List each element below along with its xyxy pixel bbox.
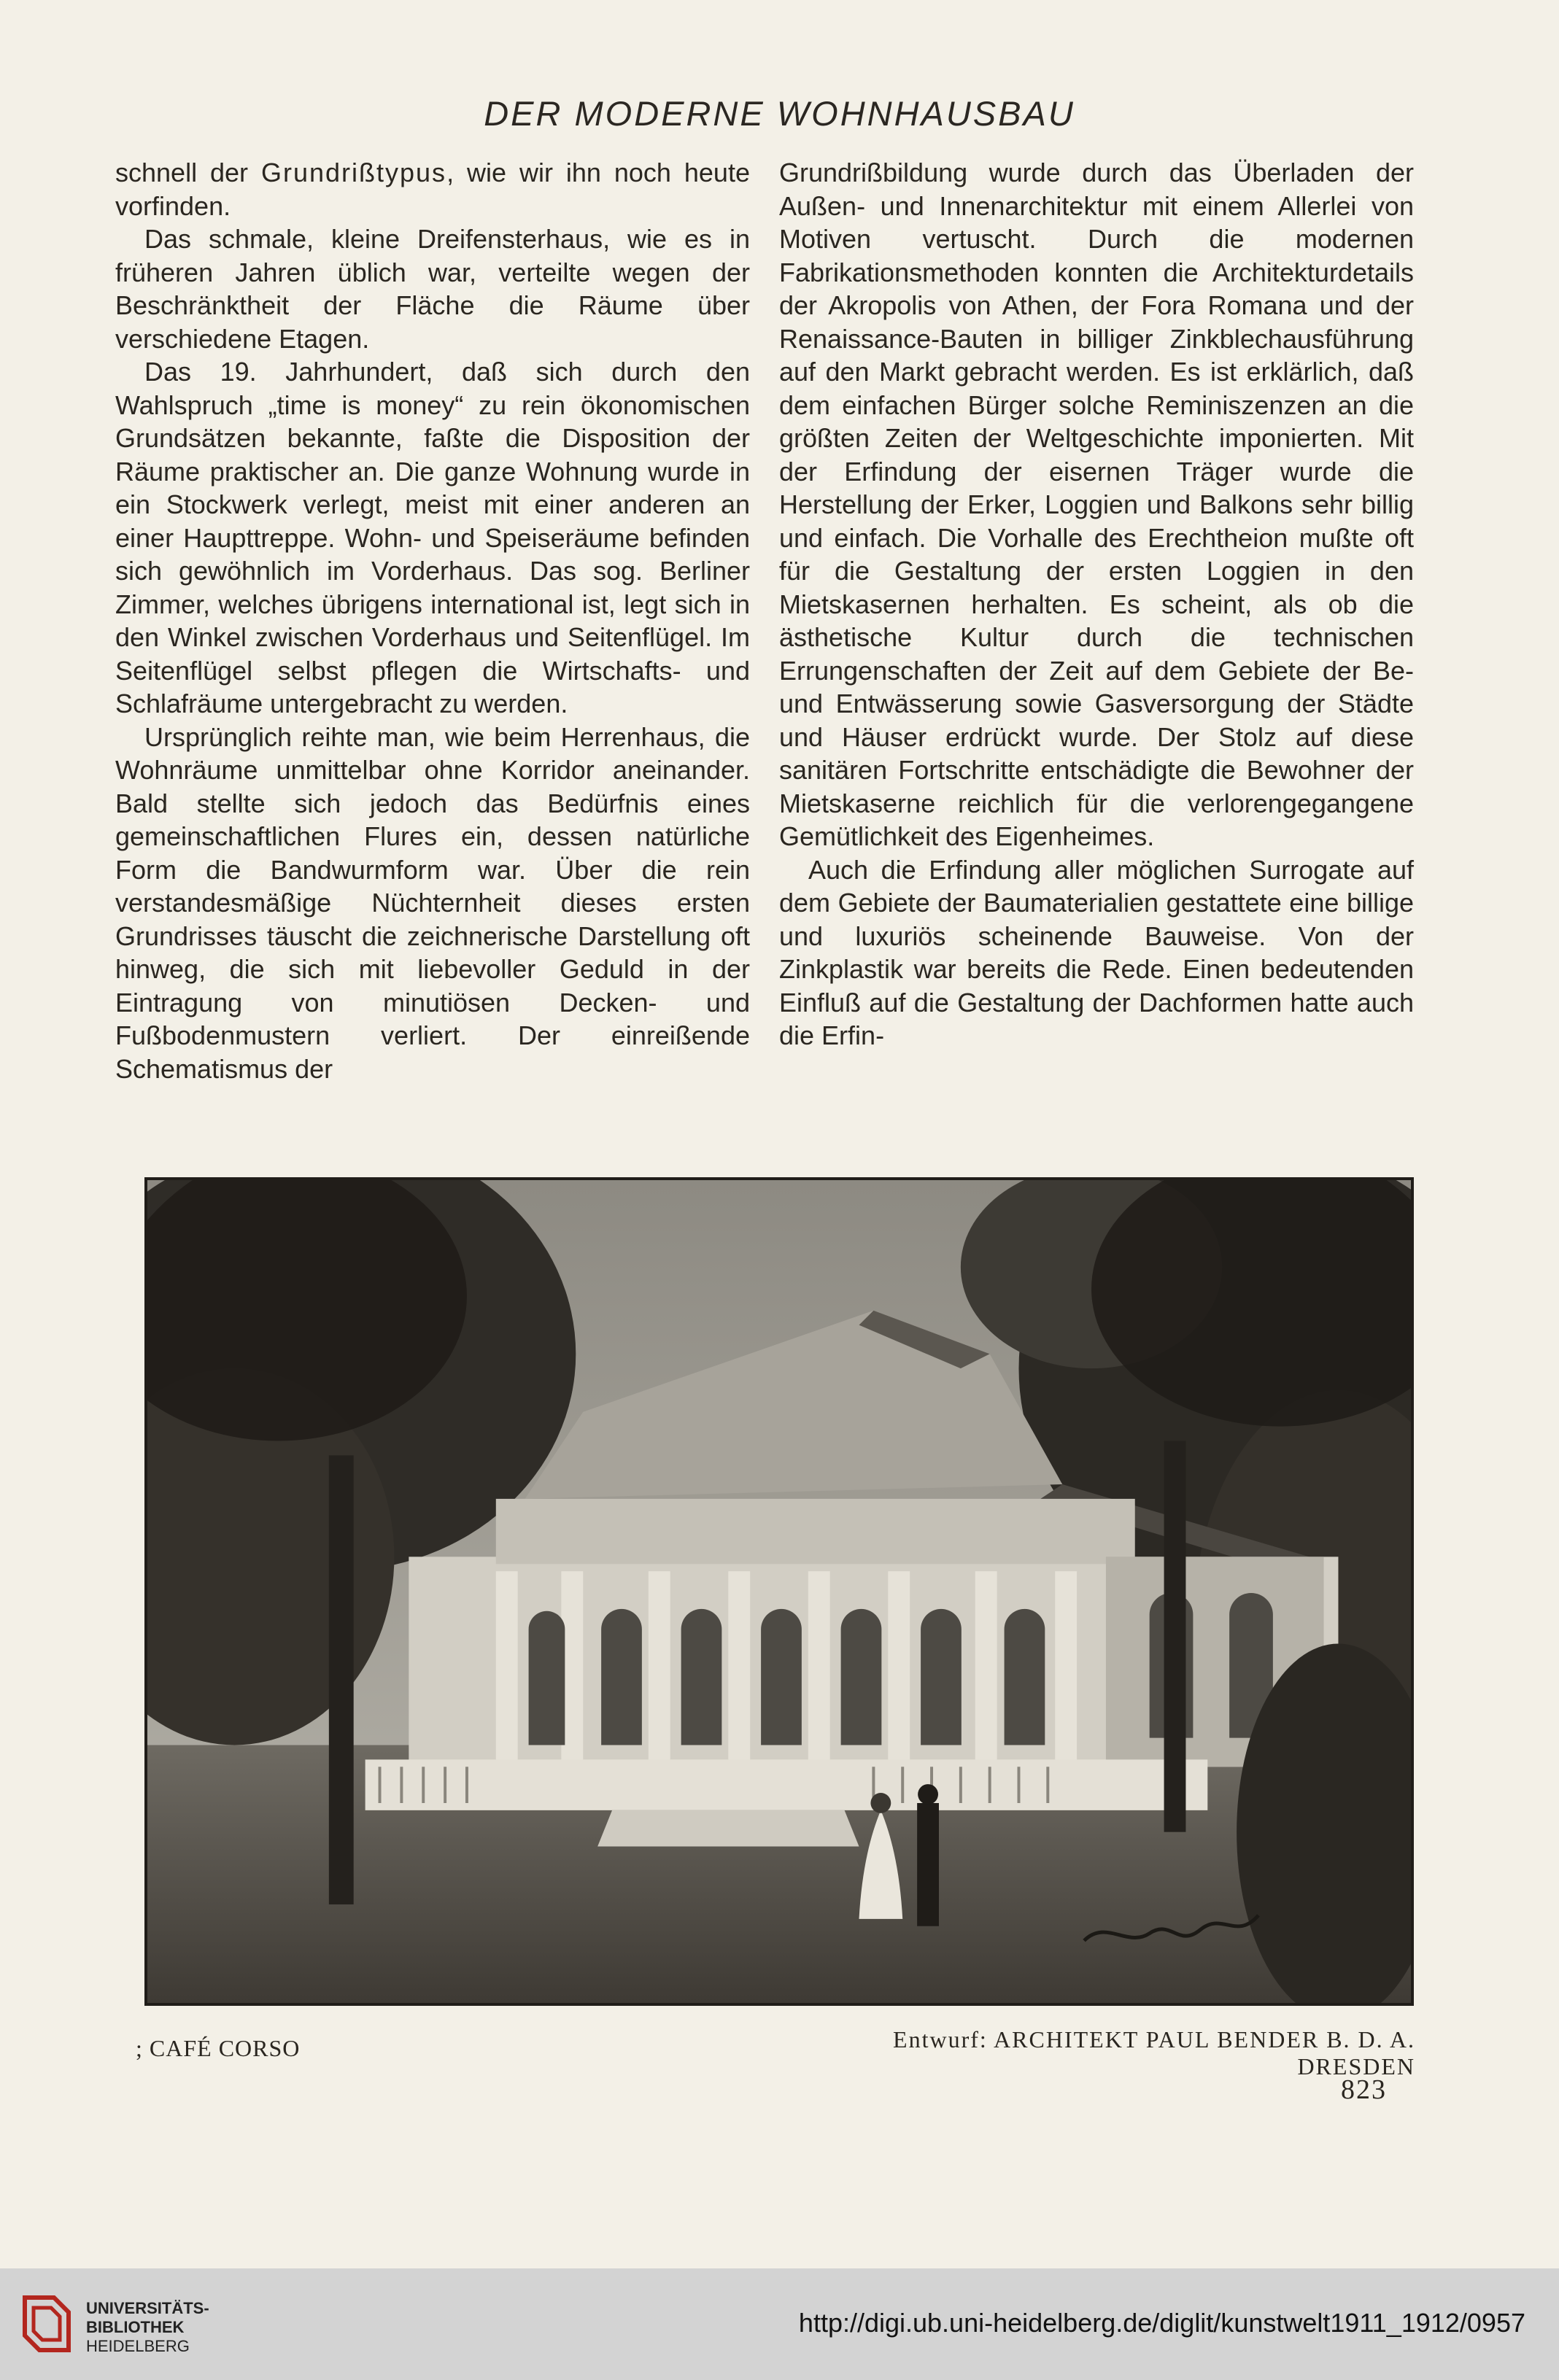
library-name-line: HEIDELBERG: [86, 2337, 190, 2355]
paragraph: [115, 156, 750, 222]
paragraph-text: schnell der: [115, 158, 261, 187]
library-name: [86, 2299, 209, 2356]
painting-image: [147, 1180, 1411, 2003]
paragraph-text: , wie wir ihn noch heute vorfinden.: [115, 158, 750, 221]
paragraph: Ursprünglich reihte man, wie beim Herrenhaus, die Wohnräume unmittelbar ohne Korridor aneinander. Bald stellte sich jedoch das Bedürfnis eines gemeinschaftlichen Flures ein, dessen natürliche Form die Bandwurmform war. Über die rein verstandesmäßige Nüchternheit dieses ersten Grundrisses täuscht die zeichnerische Darstellung oft hinweg, die sich mit liebevoller Geduld in der Eintragung von minutiösen Decken- und Fußbodenmustern verliert. Der einreißende Schematismus der: [115, 721, 750, 1084]
university-library-logo-icon: [19, 2293, 74, 2354]
page-number: 823: [1341, 2074, 1387, 2105]
running-title: DER MODERNE WOHNHAUSBAU: [484, 94, 1075, 133]
emphasized-term: Grundrißtypus: [260, 158, 447, 187]
paragraph: Das schmale, kleine Dreifensterhaus, wie es in früheren Jahren üblich war, verteilte wegen der Beschränktheit der Fläche die Räume über verschiedene Etagen.: [115, 224, 750, 354]
paragraph: Grundrißbildung wurde durch das Überladen der Außen- und Innenarchitektur mit einem Allerlei von Motiven vertuscht. Durch die modernen Fabrikationsmethoden konnten die Architekturdetails der Akropolis von Athen, der Fora Romana und der Renaissance-Bauten in billiger Zinkblechausführung auf den Markt gebracht werden. Es ist erklärlich, daß dem einfachen Bürger solche Reminiszenzen an die größten Zeiten der Weltgeschichte imponierten. Mit der Erfindung der eisernen Träger wurde die Herstellung der Erker, Loggien und Balkons sehr billig und einfach. Die Vorhalle des Erechtheion mußte oft für die Gestaltung der ersten Loggien in den Mietskasernen herhalten. Es scheint, als ob die ästhetische Kultur durch die technischen Errungenschaften der Zeit auf dem Gebiete der Be- und Entwässerung sowie Gasversorgung der Städte und Häuser erdrückt wurde. Der Stolz auf diese sanitären Fortschritte entschädigte die Bewohner der Mietskaserne reichlich für die verlorengegangene Gemütlichkeit des Eigenheimes.: [779, 158, 1414, 851]
figure-caption-title: ; CAFÉ CORSO: [136, 2035, 301, 2061]
illustration-cafe-corso: [144, 1177, 1414, 2006]
text-column-left: [115, 156, 750, 1085]
permalink-link[interactable]: http://digi.ub.uni-heidelberg.de/diglit/kunstwelt1911_1912/0957: [798, 2308, 1525, 2338]
library-name-line: BIBLIOTHEK: [86, 2318, 185, 2336]
library-footer: [0, 2268, 1559, 2380]
library-name-line: UNIVERSITÄTS-: [86, 2299, 209, 2317]
paragraph: Das 19. Jahrhundert, daß sich durch den Wahlspruch „time is money“ zu rein ökonomischen Grundsätzen bekannte, faßte die Disposition der Räume praktischer an. Die ganze Wohnung wurde in ein Stockwerk verlegt, meist mit einer anderen an einer Haupttreppe. Wohn- und Speiseräume befinden sich gewöhnlich im Vorderhaus. Das sog. Berliner Zimmer, welches übrigens international ist, legt sich in den Winkel zwischen Vorderhaus und Seitenflügel. Im Seitenflügel selbst pflegen die Wirtschafts- und Schlafräume untergebracht zu werden.: [115, 357, 750, 718]
paragraph: Auch die Erfindung aller möglichen Surrogate auf dem Gebiete der Baumaterialien gestattete eine billige und luxuriös scheinende Bauweise. Von der Zinkplastik war bereits die Rede. Einen bedeutenden Einfluß auf die Gestaltung der Dachformen hatte auch die Erfin-: [779, 854, 1414, 1050]
figure-caption-credit: Entwurf: ARCHITEKT PAUL BENDER B. D. A. DRESDEN: [893, 2026, 1415, 2079]
text-column-right: [779, 156, 1414, 1053]
